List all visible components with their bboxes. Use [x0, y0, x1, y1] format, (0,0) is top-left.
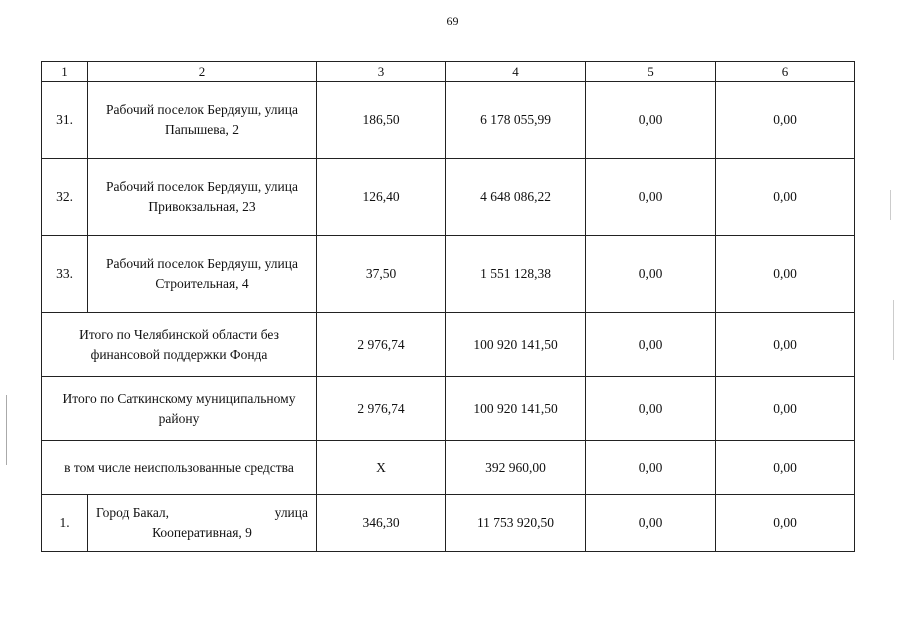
column-number: 4 [446, 62, 586, 82]
table-row [42, 495, 855, 552]
data-table [41, 61, 855, 552]
area-cell: 126,40 [317, 159, 446, 236]
address-line: Рабочий поселок Бердяуш, улица [106, 102, 298, 117]
value-cell: 0,00 [716, 441, 855, 495]
row-number: 32. [42, 159, 88, 236]
cost-cell: 100 920 141,50 [446, 377, 586, 441]
total-label-line: Итого по Челябинской области без [79, 326, 279, 342]
address-cell [88, 82, 317, 159]
value-cell: 0,00 [716, 236, 855, 313]
value-cell: 0,00 [586, 313, 716, 377]
page-number: 69 [446, 14, 459, 28]
value-cell: 0,00 [586, 82, 716, 159]
column-number: 3 [317, 62, 446, 82]
address-line: Папышева, 2 [165, 122, 239, 137]
table-row [42, 159, 855, 236]
area-cell: X [317, 441, 446, 495]
unused-funds-label: в том числе неиспользованные средства [42, 441, 317, 495]
cost-cell: 11 753 920,50 [446, 495, 586, 552]
address-line: Привокзальная, 23 [148, 199, 256, 214]
value-cell: 0,00 [716, 495, 855, 552]
address-line: Кооперативная, 9 [152, 525, 252, 540]
table-row [42, 236, 855, 313]
cost-cell: 392 960,00 [446, 441, 586, 495]
address-cell [88, 495, 317, 552]
value-cell: 0,00 [716, 82, 855, 159]
row-number: 33. [42, 236, 88, 313]
value-cell: 0,00 [716, 313, 855, 377]
row-number: 31. [42, 82, 88, 159]
column-number: 5 [586, 62, 716, 82]
column-number: 6 [716, 62, 855, 82]
row-number: 1. [42, 495, 88, 552]
address-line: Рабочий поселок Бердяуш, улица [106, 256, 298, 271]
value-cell: 0,00 [586, 159, 716, 236]
address-line: Рабочий поселок Бердяуш, улица [106, 179, 298, 194]
address-word: улица [274, 505, 308, 520]
column-number: 2 [88, 62, 317, 82]
total-label-line: финансовой поддержки Фонда [90, 346, 268, 362]
total-label-line: району [158, 410, 200, 426]
area-cell: 37,50 [317, 236, 446, 313]
scan-edge-mark [6, 395, 7, 465]
address-word: Город Бакал, [96, 505, 170, 520]
total-district-label [42, 377, 317, 441]
cost-cell: 6 178 055,99 [446, 82, 586, 159]
area-cell: 2 976,74 [317, 377, 446, 441]
total-region-label [42, 313, 317, 377]
value-cell: 0,00 [586, 441, 716, 495]
unused-funds-row [42, 441, 855, 495]
address-line [94, 503, 310, 523]
table-row [42, 82, 855, 159]
value-cell: 0,00 [586, 495, 716, 552]
column-number: 1 [42, 62, 88, 82]
cost-cell: 100 920 141,50 [446, 313, 586, 377]
total-region-row [42, 313, 855, 377]
column-number-row [42, 62, 855, 82]
area-cell: 2 976,74 [317, 313, 446, 377]
total-district-row [42, 377, 855, 441]
cost-cell: 1 551 128,38 [446, 236, 586, 313]
total-label-line: Итого по Саткинскому муниципальному [62, 390, 296, 406]
area-cell: 346,30 [317, 495, 446, 552]
area-cell: 186,50 [317, 82, 446, 159]
address-cell [88, 159, 317, 236]
value-cell: 0,00 [586, 377, 716, 441]
address-line: Строительная, 4 [155, 276, 249, 291]
value-cell: 0,00 [716, 377, 855, 441]
scan-edge-mark [890, 190, 891, 220]
address-cell [88, 236, 317, 313]
value-cell: 0,00 [586, 236, 716, 313]
cost-cell: 4 648 086,22 [446, 159, 586, 236]
scan-edge-mark [893, 300, 894, 360]
value-cell: 0,00 [716, 159, 855, 236]
